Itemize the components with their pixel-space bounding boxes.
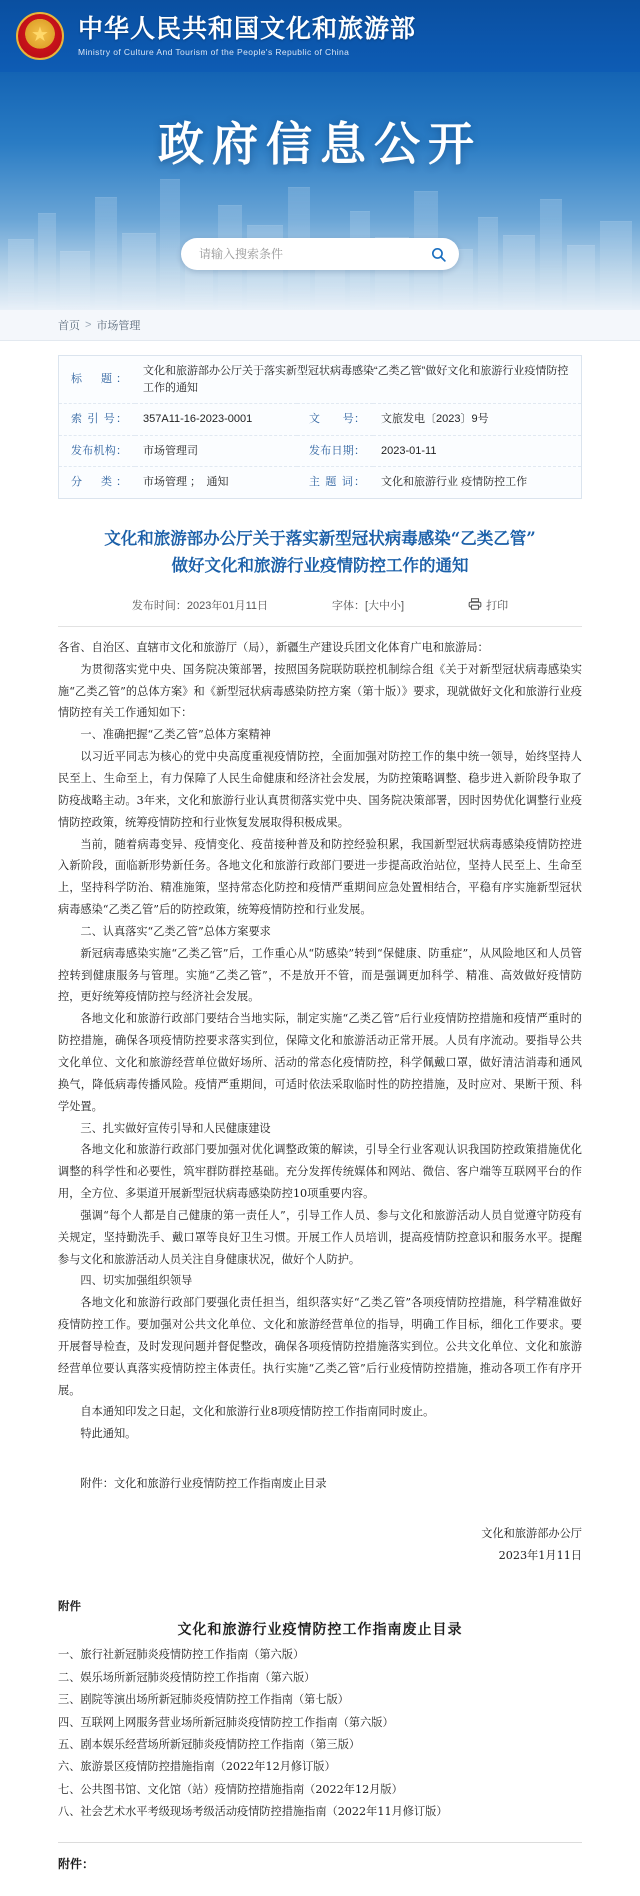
- meta-label-publisher: 发布机构：: [59, 435, 136, 467]
- meta-label-date: 发布日期：: [297, 435, 373, 467]
- meta-value-date: 2023-01-11: [373, 435, 581, 467]
- page-title: [58, 525, 582, 579]
- search-input[interactable]: [197, 246, 427, 262]
- paragraph: 自本通知印发之日起，文化和旅游行业8项疫情防控工作指南同时废止。: [80, 1405, 435, 1419]
- print-button[interactable]: [468, 597, 508, 614]
- national-emblem-icon: [16, 12, 64, 60]
- document-meta-table: [58, 355, 582, 499]
- breadcrumb-home[interactable]: 首页: [58, 320, 80, 332]
- paragraph: 各地文化和旅游行政部门要结合当地实际，制定实施“乙类乙管”后行业疫情防控措施和疫情严重时的防控措施，确保各项疫情防控要求落实到位，保障文化和旅游活动正常开展。人员有序流动。要指导公共文化单位、文化和旅游经营单位做好场所、活动的常态化疫情防控，科学佩戴口罩，做好清洁消毒和通风换气，降低病毒传播风险。疫情严重期间，可适时依法采取临时性的防控措施，及时应对、果断干预、科学处置。: [58, 1012, 582, 1113]
- paragraph: 四、切实加强组织领导: [80, 1274, 193, 1288]
- paragraph: 三、扎实做好宣传引导和人民健康建设: [80, 1121, 271, 1135]
- attachment-title: 文化和旅游行业疫情防控工作指南废止目录: [177, 1622, 463, 1639]
- table-row: [59, 467, 582, 499]
- site-title-en: Ministry of Culture And Tourism of the People's Republic of China: [78, 46, 350, 57]
- breadcrumb-current[interactable]: 市场管理: [96, 320, 141, 332]
- meta-value-index: 357A11-16-2023-0001: [135, 404, 297, 436]
- list-item: 七、公共图书馆、文化馆（站）疫情防控措施指南（2022年12月版）: [58, 1782, 403, 1796]
- attachment-note: 附件：文化和旅游行业疫情防控工作指南废止目录: [80, 1477, 327, 1491]
- paragraph: 各地文化和旅游行政部门要强化责任担当，组织落实好“乙类乙管”各项疫情防控措施，科学精准做好疫情防控工作。要加强对公共文化单位、文化和旅游经营单位的指导，明确工作目标，细化工作要求。要开展督导检查，及时发现问题并督促整改，确保各项疫情防控措施落实到位。公共文化单位、文化和旅游经营单位要认真落实疫情防控主体责任。执行实施“乙类乙管”后行业疫情防控措施，推动各项工作有序开展。: [58, 1296, 582, 1397]
- paragraph: 一、准确把握“乙类乙管”总体方案精神: [80, 728, 271, 742]
- list-item: 二、娱乐场所新冠肺炎疫情防控工作指南（第六版）: [58, 1670, 316, 1684]
- table-row: [59, 356, 582, 404]
- list-item: 四、互联网上网服务营业场所新冠肺炎疫情防控工作指南（第六版）: [58, 1715, 394, 1729]
- paragraph: 为贯彻落实党中央、国务院决策部署，按照国务院联防联控机制综合组《关于对新型冠状病毒感染实施“乙类乙管”的总体方案》和《新型冠状病毒感染防控方案（第十版）》要求，现就做好文化和旅游行业疫情防控有关工作通知如下：: [58, 662, 582, 720]
- meta-label-index: 索 引 号：: [59, 404, 136, 436]
- paragraph: 当前，随着病毒变异、疫情变化、疫苗接种普及和防控经验积累，我国新型冠状病毒感染疫情防控进入新阶段，面临新形势新任务。各地文化和旅游行政部门要进一步提高政治站位，坚持人民至上、生命至上，坚持科学防治、精准施策，坚持常态化防控和疫情严重期间应急处置相结合，平稳有序实施新型冠状病毒感染“乙类乙管”后的防控政策，统筹疫情防控和行业发展。: [58, 837, 582, 917]
- meta-value-docnum: 文旅发电〔2023〕9号: [373, 404, 581, 436]
- signature-date: 2023年1月11日: [498, 1548, 582, 1562]
- list-item: 五、剧本娱乐经营场所新冠肺炎疫情防控工作指南（第三版）: [58, 1738, 361, 1752]
- search-icon[interactable]: [427, 243, 449, 265]
- divider: [58, 626, 582, 627]
- meta-label-keywords: 主 题 词：: [297, 467, 373, 499]
- page-title-line1: 文化和旅游部办公厅关于落实新型冠状病毒感染“乙类乙管”: [104, 528, 536, 548]
- hero-title: 政府信息公开: [158, 117, 482, 171]
- paragraph: 二、认真落实“乙类乙管”总体方案要求: [80, 924, 271, 938]
- skyline-graphic: [0, 160, 640, 310]
- list-item: 一、旅行社新冠肺炎疫情防控工作指南（第六版）: [58, 1648, 305, 1662]
- printer-icon: [468, 597, 482, 614]
- site-title-block: [78, 15, 416, 57]
- page-title-line2: 做好文化和旅游行业疫情防控工作的通知: [171, 555, 469, 575]
- table-row: [59, 404, 582, 436]
- meta-label-category: 分 类：: [59, 467, 136, 499]
- meta-label-title: 标 题：: [71, 373, 127, 386]
- table-row: [59, 435, 582, 467]
- hero-banner: [0, 72, 640, 310]
- paragraph: 强调“每个人都是自己健康的第一责任人”，引导工作人员、参与文化和旅游活动人员自觉遵守防疫有关规定，坚持勤洗手、戴口罩等良好卫生习惯。开展工作人员培训，提高疫情防控意识和服务水平。提醒参与文化和旅游活动人员关注自身健康状况，做好个人防护。: [58, 1208, 582, 1266]
- paragraph: 特此通知。: [80, 1427, 137, 1441]
- site-title-cn: 中华人民共和国文化和旅游部: [78, 14, 417, 44]
- attachment-label: 附件: [58, 1598, 81, 1613]
- paragraph: 以习近平同志为核心的党中央高度重视疫情防控，全面加强对防控工作的集中统一领导，始终坚持人民至上、生命至上，有力保障了人民生命健康和经济社会发展，为防控策略调整、稳步进入新阶段争取了防疫战略主动。3年来，文化和旅游行业认真贯彻落实党中央、国务院决策部署，因时因势优化调整行业疫情防控政策，统筹疫情防控和行业恢复发展取得积极成果。: [58, 750, 582, 829]
- meta-label-docnum: 文 号：: [297, 404, 373, 436]
- meta-value-category: 市场管理 ； 通知: [135, 467, 297, 499]
- print-label: 打印: [486, 600, 509, 613]
- meta-value-title: 文化和旅游部办公厅关于落实新型冠状病毒感染“乙类乙管”做好文化和旅游行业疫情防控工作的通知: [143, 365, 569, 394]
- search-box[interactable]: [181, 238, 459, 270]
- meta-value-keywords: 文化和旅游行业 疫情防控工作: [373, 467, 581, 499]
- paragraph: 各省、自治区、直辖市文化和旅游厅（局），新疆生产建设兵团文化体育广电和旅游局：: [58, 640, 489, 654]
- list-item: 八、社会艺术水平考级现场考级活动疫情防控措施指南（2022年11月修订版）: [58, 1805, 448, 1819]
- paragraph: 新冠病毒感染实施“乙类乙管”后，工作重心从“防感染”转到“保健康、防重症”，从风险地区和人员管控转到健康服务与管理。实施“乙类乙管”，不是放开不管，而是强调更加科学、精准、高效做好疫情防控，更好统筹疫情防控与经济社会发展。: [58, 946, 582, 1004]
- list-item: 六、旅游景区疫情防控措施指南（2022年12月修订版）: [58, 1760, 336, 1774]
- site-masthead: [0, 0, 640, 72]
- meta-value-publisher: 市场管理司: [135, 435, 297, 467]
- document-body: [58, 637, 582, 1896]
- attachment-list: [58, 1644, 582, 1823]
- signature-org: 文化和旅游部办公厅: [481, 1527, 582, 1540]
- breadcrumb-separator: >: [85, 319, 92, 331]
- document-subinfo: [58, 597, 582, 614]
- content-area: [0, 341, 640, 1896]
- fontsize-control[interactable]: 字体：[大中小]: [332, 600, 405, 613]
- divider: [58, 1842, 582, 1843]
- breadcrumb: [0, 310, 640, 341]
- paragraph: 各地文化和旅游行政部门要加强对优化调整政策的解读，引导全行业客观认识我国防控政策措施优化调整的科学性和必要性，筑牢群防群控基础。充分发挥传统媒体和网站、微信、客户端等互联网平台的作用，全方位、多渠道开展新型冠状病毒感染防控10项重要内容。: [58, 1143, 582, 1201]
- list-item: 三、剧院等演出场所新冠肺炎疫情防控工作指南（第七版）: [58, 1693, 349, 1707]
- attachment-tail-label: 附件：: [58, 1856, 95, 1871]
- publish-time: 发布时间：2023年01月11日: [131, 600, 268, 613]
